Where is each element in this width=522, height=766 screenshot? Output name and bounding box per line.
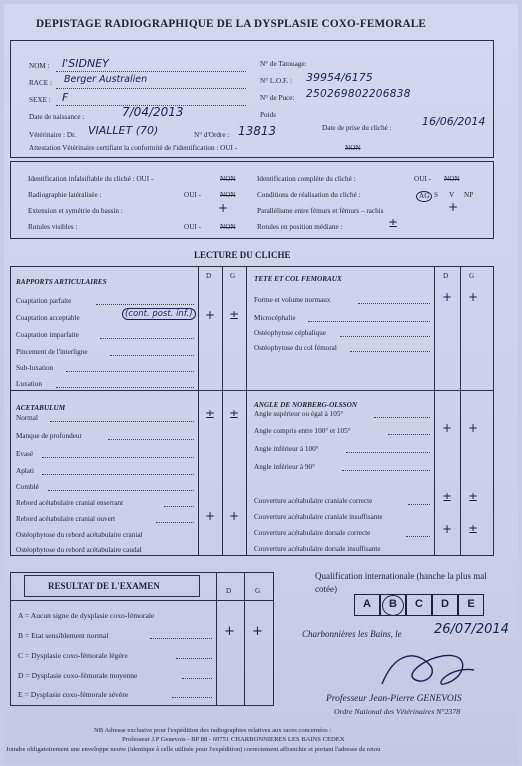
ident-non: NON bbox=[220, 175, 236, 183]
acetabulum-row-0: Normal bbox=[16, 414, 38, 422]
couverture-row-1: Couverture acétabulaire craniale insuffisante bbox=[254, 513, 383, 521]
parallelisme-value: + bbox=[448, 200, 459, 214]
lof-value: 39954/6175 bbox=[306, 71, 373, 84]
rebord-row-0: Rebord acétabulaire cranial enserrant bbox=[16, 499, 124, 507]
angle-row-1: Angle compris entre 100° et 105° bbox=[254, 427, 351, 435]
resultat-row-d: D = Dysplasie coxo-fémorale moyenne bbox=[18, 671, 138, 680]
attestation-non: NON bbox=[345, 144, 361, 152]
footer-line-1: NB Adresse exclusive pour l'expédition des radiographies relatives aux races concernées : bbox=[94, 727, 332, 734]
couv-dors-d: + bbox=[442, 522, 453, 536]
footer-line-3: Joindre obligatoirement une enveloppe neuve (identique à celle utilisée pour l'expédition) correctement affranchie et portant l'adresse de retou bbox=[6, 746, 381, 753]
acetabulum-row-3: Aplati bbox=[16, 467, 34, 475]
prise-value: 16/06/2014 bbox=[422, 115, 486, 128]
race-label: RACE : bbox=[29, 79, 52, 87]
ident-label: Identification infalsifiable du cliché : OUI - bbox=[28, 175, 154, 183]
grade-b: B bbox=[380, 594, 406, 616]
resultat-row-b: B = Etat sensiblement normal bbox=[18, 631, 109, 640]
angle-title: ANGLE DE NORBERG-OLSSON bbox=[254, 401, 358, 409]
ordre-value: 13813 bbox=[238, 124, 277, 138]
acetabulum-row-4: Comblé bbox=[16, 483, 39, 491]
couv-cran-g: ± bbox=[468, 490, 479, 504]
couv-cran-d: ± bbox=[442, 490, 453, 504]
puce-label: N° de Puce: bbox=[260, 94, 295, 102]
rapport-row-4: Sub-luxation bbox=[16, 364, 54, 372]
lateral-oui: OUI - bbox=[184, 191, 201, 199]
grade-e: E bbox=[458, 594, 484, 616]
forme-d: + bbox=[442, 290, 453, 304]
rapport-row-2: Coaptation imparfaite bbox=[16, 331, 79, 339]
mediane-value: ± bbox=[388, 216, 399, 230]
lecture-col-d-left: D bbox=[206, 272, 212, 280]
coaptation-g: ± bbox=[229, 308, 240, 322]
resultat-title: RESULTAT DE L'EXAMEN bbox=[48, 581, 160, 591]
rebord-g: + bbox=[229, 509, 240, 523]
rebord-row-2: Ostéophytose du rebord acétabulaire cranial bbox=[16, 531, 143, 539]
couverture-row-0: Couverture acétabulaire craniale correcte bbox=[254, 497, 373, 505]
lateral-non: NON bbox=[220, 191, 236, 199]
extension-value: + bbox=[218, 201, 229, 215]
rebord-d: + bbox=[205, 509, 216, 523]
conditions-s: S bbox=[434, 191, 438, 199]
conditions-v: V bbox=[449, 191, 455, 199]
angle-g: + bbox=[468, 421, 479, 435]
signature-scribble bbox=[374, 644, 484, 694]
extension-label: Extension et symétrie du bassin : bbox=[28, 207, 123, 215]
acetabulum-title: ACETABULUM bbox=[16, 404, 66, 412]
tete-row-2: Ostéophytose céphalique bbox=[254, 329, 327, 337]
rapport-row-5: Luxation bbox=[16, 380, 42, 388]
mediane-label: Rotules en position médiane : bbox=[257, 223, 343, 231]
document-page bbox=[4, 4, 518, 764]
rotules-oui: OUI - bbox=[184, 223, 201, 231]
tete-row-0: Forme et volume normaux bbox=[254, 296, 331, 304]
parallelisme-label: Parallélisme entre fémurs et fémurs – rachis bbox=[257, 207, 384, 215]
lecture-table bbox=[10, 266, 494, 556]
resultat-col-d: D bbox=[226, 587, 232, 595]
signature-order: Ordre National des Vétérinaires N°2378 bbox=[334, 707, 461, 716]
resultat-row-a: A = Aucun signe de dysplasie coxo-fémorale bbox=[18, 611, 155, 620]
qualification-label: Qualification internationale (hanche la plus mal cotée) bbox=[315, 571, 487, 594]
tatouage-label: N° de Tatouage: bbox=[260, 60, 307, 68]
grade-b-circle bbox=[382, 595, 404, 616]
veterinaire-label: Vétérinaire : Dr. bbox=[29, 131, 76, 139]
angle-row-0: Angle supérieur ou égal à 105° bbox=[254, 410, 344, 418]
resultat-b-g: + bbox=[252, 624, 263, 639]
complete-label: Identification complète du cliché : bbox=[257, 175, 356, 183]
resultat-b-d: + bbox=[224, 624, 235, 639]
sexe-label: SEXE : bbox=[29, 96, 51, 104]
complete-oui: OUI - bbox=[414, 175, 431, 183]
race-value: Berger Australien bbox=[64, 74, 148, 85]
forme-g: + bbox=[468, 290, 479, 304]
prise-label: Date de prise du cliché : bbox=[322, 124, 392, 132]
sexe-value: F bbox=[62, 91, 69, 104]
angle-d: + bbox=[442, 421, 453, 435]
rebord-row-3: Ostéophytose du rebord acétabulaire caudal bbox=[16, 546, 142, 554]
resultat-col-g: G bbox=[255, 587, 261, 595]
couverture-row-2: Couverture acétabulaire dorsale correcte bbox=[254, 529, 371, 537]
couverture-row-3: Couverture acétabulaire dorsale insuffisante bbox=[254, 545, 381, 553]
tete-title: TETE ET COL FEMORAUX bbox=[254, 275, 342, 283]
resultat-row-c: C = Dysplasie coxo-fémorale légère bbox=[18, 651, 128, 660]
angle-row-2: Angle inférieur à 100° bbox=[254, 445, 319, 453]
angle-row-3: Angle inférieur à 90° bbox=[254, 463, 315, 471]
lecture-col-g-right: G bbox=[469, 272, 475, 280]
coaptation-d: + bbox=[205, 308, 216, 322]
rapport-row-0: Coaptation parfaite bbox=[16, 297, 72, 305]
conditions-ag: AG bbox=[416, 191, 432, 202]
lecture-col-d-right: D bbox=[443, 272, 449, 280]
couv-dors-g: ± bbox=[468, 522, 479, 536]
resultat-row-e: E = Dysplasie coxo-fémorale sévère bbox=[18, 690, 129, 699]
tete-row-1: Microcéphalie bbox=[254, 314, 296, 322]
normal-g: ± bbox=[229, 407, 240, 421]
ordre-label: N° d'Ordre : bbox=[194, 131, 230, 139]
naissance-value: 7/04/2013 bbox=[122, 105, 184, 119]
grade-a: A bbox=[354, 594, 380, 616]
signature-place: Charbonnières les Bains, le bbox=[302, 629, 402, 639]
poids-label: Poids bbox=[260, 111, 276, 119]
rebord-row-1: Rebord acétabulaire cranial ouvert bbox=[16, 515, 116, 523]
puce-value: 250269802206838 bbox=[306, 88, 411, 100]
complete-non: NON bbox=[444, 175, 460, 183]
lecture-col-g-left: G bbox=[230, 272, 236, 280]
nom-label: NOM : bbox=[29, 62, 50, 70]
rotules-non: NON bbox=[220, 223, 236, 231]
conditions-np: NP bbox=[464, 191, 474, 199]
normal-d: ± bbox=[205, 407, 216, 421]
coaptation-note: (cont. post. inf.) bbox=[122, 308, 196, 320]
lecture-title: LECTURE DU CLICHE bbox=[194, 250, 291, 260]
grade-c: C bbox=[406, 594, 432, 616]
veterinaire-value: VIALLET (70) bbox=[88, 124, 159, 137]
rapport-row-1: Coaptation acceptable bbox=[16, 314, 80, 322]
lof-label: N° L.O.F. : bbox=[260, 77, 293, 85]
attestation-label: Attestation Vétérinaire certifiant la conformité de l'identification : OUI - bbox=[29, 144, 238, 152]
tete-row-3: Ostéophytose du col fémoral bbox=[254, 344, 337, 352]
rapports-title: RAPPORTS ARTICULAIRES bbox=[16, 278, 107, 286]
page-title: DEPISTAGE RADIOGRAPHIQUE DE LA DYSPLASIE COXO-FEMORALE bbox=[36, 18, 427, 30]
naissance-label: Date de naissance : bbox=[29, 113, 85, 121]
signature-date: 26/07/2014 bbox=[434, 622, 509, 637]
conditions-label: Conditions de réalisation du cliché : bbox=[257, 191, 361, 199]
lateral-label: Radiographie latéralisée : bbox=[28, 191, 102, 199]
rotules-label: Rotules visibles : bbox=[28, 223, 78, 231]
signature-name: Professeur Jean-Pierre GENEVOIS bbox=[326, 694, 462, 704]
acetabulum-row-2: Evasé bbox=[16, 450, 34, 458]
grade-d: D bbox=[432, 594, 458, 616]
acetabulum-row-1: Manque de profondeur bbox=[16, 432, 82, 440]
rapport-row-3: Pincement de l'interligne bbox=[16, 348, 88, 356]
nom-value: I'SIDNEY bbox=[62, 57, 109, 70]
footer-line-2: Professeur J.P Genevois - BP 88 - 69751 CHARBONNIERES LES BAINS CEDEX bbox=[122, 736, 345, 743]
